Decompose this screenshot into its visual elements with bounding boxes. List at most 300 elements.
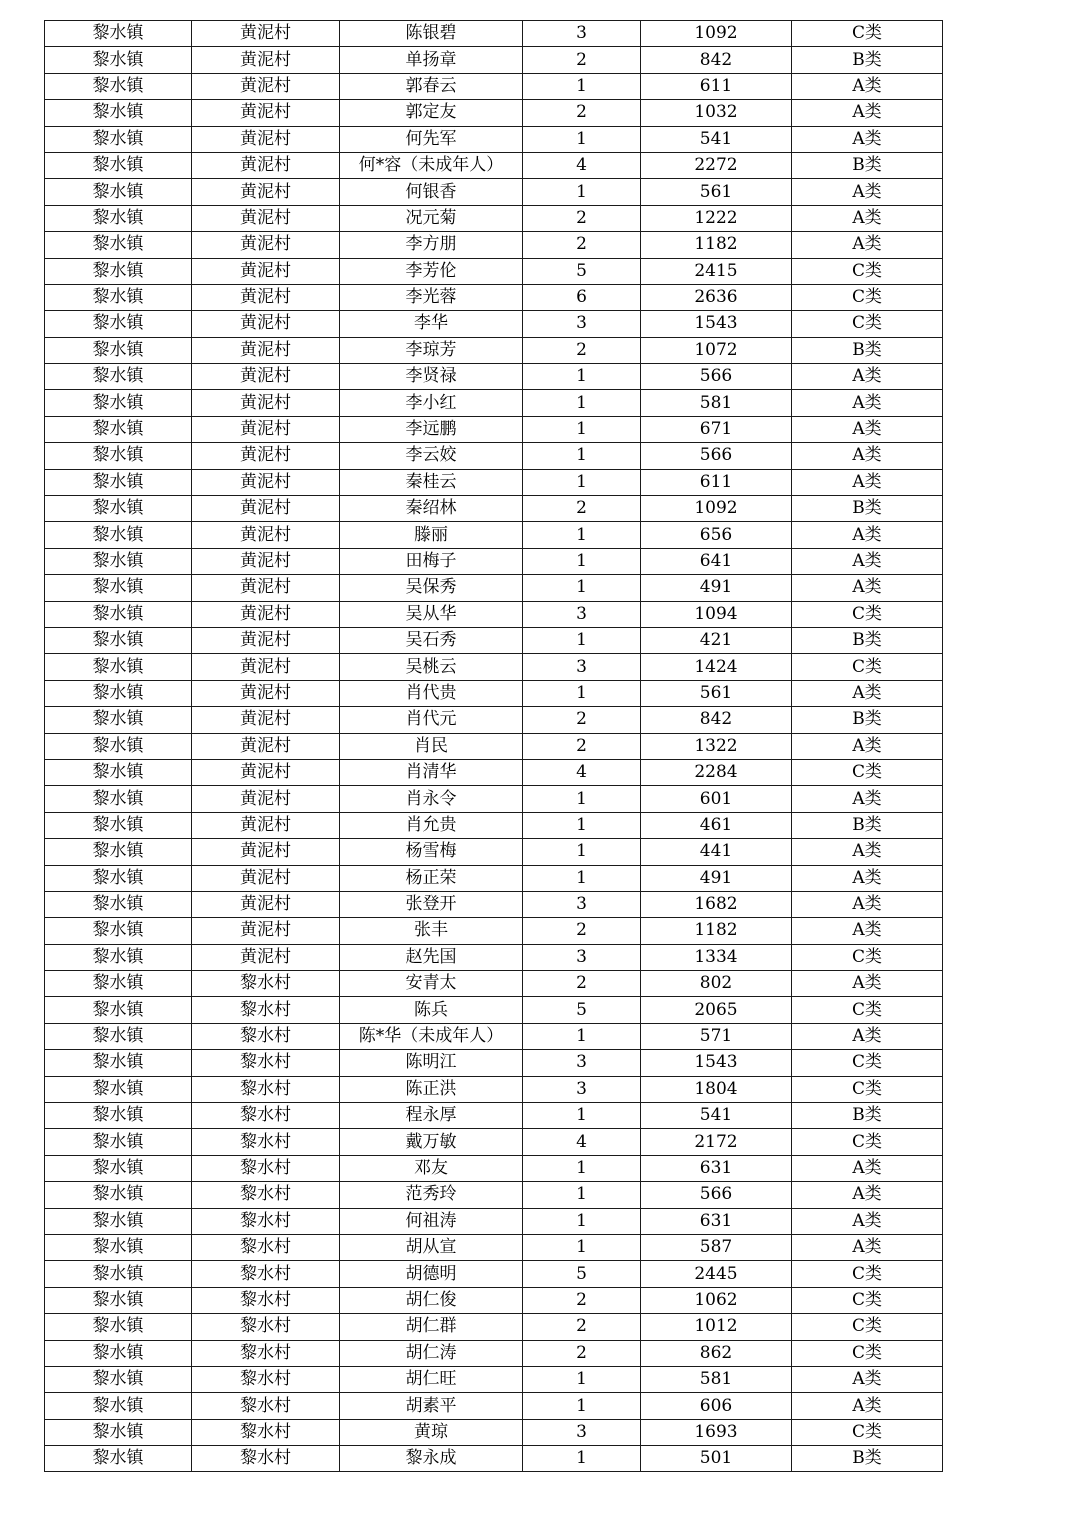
village-cell: 黄泥村 [192, 469, 340, 495]
table-row [45, 337, 943, 363]
village-cell: 黄泥村 [192, 575, 340, 601]
household-size-cell: 3 [523, 944, 641, 970]
name-cell: 陈正洪 [340, 1076, 523, 1102]
household-size-cell: 1 [523, 812, 641, 838]
category-cell: A类 [792, 416, 943, 442]
name-cell: 肖清华 [340, 759, 523, 785]
amount-cell: 1322 [641, 733, 792, 759]
village-cell: 黄泥村 [192, 100, 340, 126]
name-cell: 田梅子 [340, 548, 523, 574]
household-size-cell: 1 [523, 865, 641, 891]
category-cell: A类 [792, 865, 943, 891]
category-cell: A类 [792, 443, 943, 469]
village-cell: 黄泥村 [192, 232, 340, 258]
name-cell: 胡仁旺 [340, 1366, 523, 1392]
town-cell: 黎水镇 [45, 232, 192, 258]
name-cell: 李华 [340, 311, 523, 337]
name-cell: 胡德明 [340, 1261, 523, 1287]
household-size-cell: 3 [523, 654, 641, 680]
household-size-cell: 2 [523, 733, 641, 759]
amount-cell: 1092 [641, 496, 792, 522]
amount-cell: 491 [641, 865, 792, 891]
village-cell: 黄泥村 [192, 812, 340, 838]
village-cell: 黄泥村 [192, 865, 340, 891]
amount-cell: 1804 [641, 1076, 792, 1102]
amount-cell: 561 [641, 179, 792, 205]
household-size-cell: 5 [523, 1261, 641, 1287]
name-cell: 邓友 [340, 1155, 523, 1181]
amount-cell: 2172 [641, 1129, 792, 1155]
name-cell: 赵先国 [340, 944, 523, 970]
category-cell: A类 [792, 205, 943, 231]
village-cell: 黄泥村 [192, 443, 340, 469]
household-size-cell: 2 [523, 232, 641, 258]
table-row [45, 390, 943, 416]
table-row [45, 152, 943, 178]
category-cell: C类 [792, 1050, 943, 1076]
amount-cell: 1032 [641, 100, 792, 126]
village-cell: 黄泥村 [192, 21, 340, 47]
name-cell: 何先军 [340, 126, 523, 152]
town-cell: 黎水镇 [45, 1366, 192, 1392]
table-row [45, 522, 943, 548]
amount-cell: 842 [641, 47, 792, 73]
town-cell: 黎水镇 [45, 575, 192, 601]
town-cell: 黎水镇 [45, 997, 192, 1023]
name-cell: 李远鹏 [340, 416, 523, 442]
town-cell: 黎水镇 [45, 1446, 192, 1472]
amount-cell: 571 [641, 1023, 792, 1049]
town-cell: 黎水镇 [45, 759, 192, 785]
town-cell: 黎水镇 [45, 337, 192, 363]
amount-cell: 601 [641, 786, 792, 812]
name-cell: 肖民 [340, 733, 523, 759]
village-cell: 黎水村 [192, 1182, 340, 1208]
amount-cell: 587 [641, 1234, 792, 1260]
table-row [45, 786, 943, 812]
name-cell: 李方朋 [340, 232, 523, 258]
name-cell: 李云姣 [340, 443, 523, 469]
table-row [45, 627, 943, 653]
village-cell: 黄泥村 [192, 654, 340, 680]
table-row [45, 891, 943, 917]
town-cell: 黎水镇 [45, 1287, 192, 1313]
category-cell: B类 [792, 1446, 943, 1472]
amount-cell: 581 [641, 1366, 792, 1392]
village-cell: 黄泥村 [192, 786, 340, 812]
table-row [45, 733, 943, 759]
table-row [45, 1182, 943, 1208]
category-cell: C类 [792, 654, 943, 680]
town-cell: 黎水镇 [45, 627, 192, 653]
village-cell: 黄泥村 [192, 73, 340, 99]
table-row [45, 1023, 943, 1049]
town-cell: 黎水镇 [45, 284, 192, 310]
amount-cell: 606 [641, 1393, 792, 1419]
town-cell: 黎水镇 [45, 1103, 192, 1129]
category-cell: B类 [792, 152, 943, 178]
amount-cell: 656 [641, 522, 792, 548]
household-size-cell: 2 [523, 1314, 641, 1340]
table-row [45, 47, 943, 73]
village-cell: 黄泥村 [192, 680, 340, 706]
town-cell: 黎水镇 [45, 1023, 192, 1049]
name-cell: 陈*华（未成年人） [340, 1023, 523, 1049]
amount-cell: 566 [641, 364, 792, 390]
town-cell: 黎水镇 [45, 1393, 192, 1419]
village-cell: 黎水村 [192, 1446, 340, 1472]
name-cell: 李小红 [340, 390, 523, 416]
town-cell: 黎水镇 [45, 1076, 192, 1102]
village-cell: 黎水村 [192, 1103, 340, 1129]
household-size-cell: 2 [523, 205, 641, 231]
household-size-cell: 4 [523, 1129, 641, 1155]
amount-cell: 566 [641, 1182, 792, 1208]
amount-cell: 1182 [641, 232, 792, 258]
village-cell: 黄泥村 [192, 152, 340, 178]
name-cell: 陈明江 [340, 1050, 523, 1076]
village-cell: 黄泥村 [192, 627, 340, 653]
village-cell: 黄泥村 [192, 390, 340, 416]
household-size-cell: 1 [523, 1393, 641, 1419]
household-size-cell: 2 [523, 1287, 641, 1313]
town-cell: 黎水镇 [45, 548, 192, 574]
town-cell: 黎水镇 [45, 1261, 192, 1287]
category-cell: C类 [792, 997, 943, 1023]
amount-cell: 1094 [641, 601, 792, 627]
table-row [45, 654, 943, 680]
name-cell: 张登开 [340, 891, 523, 917]
table-row [45, 548, 943, 574]
village-cell: 黎水村 [192, 1366, 340, 1392]
town-cell: 黎水镇 [45, 786, 192, 812]
name-cell: 李琼芳 [340, 337, 523, 363]
category-cell: A类 [792, 1234, 943, 1260]
name-cell: 胡从宣 [340, 1234, 523, 1260]
table-row [45, 469, 943, 495]
household-size-cell: 1 [523, 575, 641, 601]
village-cell: 黄泥村 [192, 258, 340, 284]
name-cell: 肖代元 [340, 707, 523, 733]
town-cell: 黎水镇 [45, 891, 192, 917]
name-cell: 安青太 [340, 971, 523, 997]
village-cell: 黄泥村 [192, 496, 340, 522]
town-cell: 黎水镇 [45, 47, 192, 73]
household-size-cell: 1 [523, 1366, 641, 1392]
name-cell: 肖永令 [340, 786, 523, 812]
category-cell: C类 [792, 1340, 943, 1366]
table-row [45, 1314, 943, 1340]
amount-cell: 1543 [641, 1050, 792, 1076]
town-cell: 黎水镇 [45, 152, 192, 178]
name-cell: 胡仁群 [340, 1314, 523, 1340]
town-cell: 黎水镇 [45, 1182, 192, 1208]
table-row [45, 443, 943, 469]
amount-cell: 2415 [641, 258, 792, 284]
table-row [45, 759, 943, 785]
household-size-cell: 2 [523, 100, 641, 126]
amount-cell: 1012 [641, 1314, 792, 1340]
village-cell: 黄泥村 [192, 891, 340, 917]
name-cell: 张丰 [340, 918, 523, 944]
category-cell: A类 [792, 733, 943, 759]
household-size-cell: 1 [523, 443, 641, 469]
table-row [45, 258, 943, 284]
name-cell: 戴万敏 [340, 1129, 523, 1155]
household-size-cell: 3 [523, 891, 641, 917]
household-size-cell: 1 [523, 1234, 641, 1260]
name-cell: 吴桃云 [340, 654, 523, 680]
amount-cell: 2445 [641, 1261, 792, 1287]
name-cell: 范秀玲 [340, 1182, 523, 1208]
category-cell: A类 [792, 548, 943, 574]
village-cell: 黄泥村 [192, 337, 340, 363]
table-row [45, 1103, 943, 1129]
name-cell: 李贤禄 [340, 364, 523, 390]
category-cell: A类 [792, 73, 943, 99]
town-cell: 黎水镇 [45, 416, 192, 442]
village-cell: 黄泥村 [192, 918, 340, 944]
table-row [45, 416, 943, 442]
household-size-cell: 1 [523, 1182, 641, 1208]
table-row [45, 839, 943, 865]
category-cell: B类 [792, 47, 943, 73]
category-cell: A类 [792, 364, 943, 390]
household-size-cell: 1 [523, 1155, 641, 1181]
town-cell: 黎水镇 [45, 680, 192, 706]
amount-cell: 862 [641, 1340, 792, 1366]
household-size-cell: 1 [523, 548, 641, 574]
village-cell: 黄泥村 [192, 522, 340, 548]
household-size-cell: 1 [523, 680, 641, 706]
table-row [45, 1208, 943, 1234]
table-row [45, 73, 943, 99]
village-cell: 黄泥村 [192, 601, 340, 627]
village-cell: 黎水村 [192, 1234, 340, 1260]
category-cell: A类 [792, 839, 943, 865]
town-cell: 黎水镇 [45, 1050, 192, 1076]
household-size-cell: 1 [523, 627, 641, 653]
village-cell: 黎水村 [192, 1050, 340, 1076]
household-size-cell: 1 [523, 469, 641, 495]
data-table [44, 20, 943, 1472]
category-cell: A类 [792, 1182, 943, 1208]
category-cell: A类 [792, 390, 943, 416]
name-cell: 何祖涛 [340, 1208, 523, 1234]
amount-cell: 541 [641, 126, 792, 152]
name-cell: 陈银碧 [340, 21, 523, 47]
category-cell: C类 [792, 1129, 943, 1155]
village-cell: 黄泥村 [192, 205, 340, 231]
category-cell: C类 [792, 601, 943, 627]
town-cell: 黎水镇 [45, 944, 192, 970]
town-cell: 黎水镇 [45, 1155, 192, 1181]
name-cell: 杨正荣 [340, 865, 523, 891]
amount-cell: 1693 [641, 1419, 792, 1445]
amount-cell: 566 [641, 443, 792, 469]
category-cell: B类 [792, 627, 943, 653]
village-cell: 黎水村 [192, 1208, 340, 1234]
category-cell: A类 [792, 575, 943, 601]
household-size-cell: 1 [523, 1103, 641, 1129]
town-cell: 黎水镇 [45, 707, 192, 733]
table-row [45, 21, 943, 47]
household-size-cell: 1 [523, 73, 641, 99]
town-cell: 黎水镇 [45, 100, 192, 126]
category-cell: C类 [792, 1261, 943, 1287]
category-cell: A类 [792, 469, 943, 495]
household-size-cell: 4 [523, 152, 641, 178]
amount-cell: 611 [641, 73, 792, 99]
amount-cell: 631 [641, 1155, 792, 1181]
household-size-cell: 3 [523, 21, 641, 47]
household-size-cell: 1 [523, 179, 641, 205]
household-size-cell: 2 [523, 1340, 641, 1366]
category-cell: C类 [792, 1076, 943, 1102]
household-size-cell: 3 [523, 1419, 641, 1445]
household-size-cell: 3 [523, 311, 641, 337]
amount-cell: 561 [641, 680, 792, 706]
town-cell: 黎水镇 [45, 865, 192, 891]
name-cell: 单扬章 [340, 47, 523, 73]
table-row [45, 179, 943, 205]
name-cell: 何*容（未成年人） [340, 152, 523, 178]
town-cell: 黎水镇 [45, 469, 192, 495]
village-cell: 黄泥村 [192, 707, 340, 733]
table-body [45, 21, 943, 1472]
table-row [45, 100, 943, 126]
town-cell: 黎水镇 [45, 205, 192, 231]
table-row [45, 680, 943, 706]
category-cell: A类 [792, 522, 943, 548]
name-cell: 胡仁俊 [340, 1287, 523, 1313]
town-cell: 黎水镇 [45, 311, 192, 337]
town-cell: 黎水镇 [45, 812, 192, 838]
amount-cell: 842 [641, 707, 792, 733]
name-cell: 李光蓉 [340, 284, 523, 310]
village-cell: 黎水村 [192, 1261, 340, 1287]
name-cell: 肖代贵 [340, 680, 523, 706]
category-cell: A类 [792, 891, 943, 917]
category-cell: B类 [792, 496, 943, 522]
household-size-cell: 1 [523, 1208, 641, 1234]
town-cell: 黎水镇 [45, 364, 192, 390]
village-cell: 黄泥村 [192, 311, 340, 337]
category-cell: A类 [792, 1208, 943, 1234]
village-cell: 黎水村 [192, 1314, 340, 1340]
town-cell: 黎水镇 [45, 1129, 192, 1155]
amount-cell: 802 [641, 971, 792, 997]
category-cell: C类 [792, 944, 943, 970]
household-size-cell: 2 [523, 337, 641, 363]
amount-cell: 1543 [641, 311, 792, 337]
household-size-cell: 1 [523, 126, 641, 152]
table-row [45, 311, 943, 337]
household-size-cell: 3 [523, 601, 641, 627]
category-cell: A类 [792, 126, 943, 152]
table-row [45, 707, 943, 733]
amount-cell: 611 [641, 469, 792, 495]
household-size-cell: 1 [523, 522, 641, 548]
table-row [45, 918, 943, 944]
amount-cell: 461 [641, 812, 792, 838]
name-cell: 秦绍林 [340, 496, 523, 522]
table-row [45, 1366, 943, 1392]
category-cell: C类 [792, 1287, 943, 1313]
household-size-cell: 2 [523, 971, 641, 997]
name-cell: 陈兵 [340, 997, 523, 1023]
table-row [45, 364, 943, 390]
household-size-cell: 1 [523, 416, 641, 442]
table-row [45, 1050, 943, 1076]
village-cell: 黎水村 [192, 1023, 340, 1049]
category-cell: A类 [792, 786, 943, 812]
village-cell: 黄泥村 [192, 733, 340, 759]
table-row [45, 1287, 943, 1313]
village-cell: 黎水村 [192, 1393, 340, 1419]
amount-cell: 581 [641, 390, 792, 416]
table-row [45, 1155, 943, 1181]
name-cell: 吴从华 [340, 601, 523, 627]
town-cell: 黎水镇 [45, 258, 192, 284]
village-cell: 黎水村 [192, 1155, 340, 1181]
town-cell: 黎水镇 [45, 971, 192, 997]
amount-cell: 1682 [641, 891, 792, 917]
amount-cell: 491 [641, 575, 792, 601]
name-cell: 郭定友 [340, 100, 523, 126]
category-cell: A类 [792, 971, 943, 997]
village-cell: 黄泥村 [192, 759, 340, 785]
household-size-cell: 1 [523, 839, 641, 865]
town-cell: 黎水镇 [45, 601, 192, 627]
name-cell: 吴石秀 [340, 627, 523, 653]
amount-cell: 641 [641, 548, 792, 574]
amount-cell: 631 [641, 1208, 792, 1234]
name-cell: 滕丽 [340, 522, 523, 548]
category-cell: C类 [792, 284, 943, 310]
village-cell: 黎水村 [192, 971, 340, 997]
name-cell: 程永厚 [340, 1103, 523, 1129]
town-cell: 黎水镇 [45, 496, 192, 522]
category-cell: A类 [792, 1393, 943, 1419]
amount-cell: 2636 [641, 284, 792, 310]
table-row [45, 1393, 943, 1419]
household-size-cell: 5 [523, 258, 641, 284]
category-cell: C类 [792, 1419, 943, 1445]
table-row [45, 601, 943, 627]
category-cell: B类 [792, 337, 943, 363]
town-cell: 黎水镇 [45, 390, 192, 416]
household-size-cell: 3 [523, 1076, 641, 1102]
town-cell: 黎水镇 [45, 522, 192, 548]
village-cell: 黎水村 [192, 1129, 340, 1155]
village-cell: 黄泥村 [192, 179, 340, 205]
household-size-cell: 3 [523, 1050, 641, 1076]
town-cell: 黎水镇 [45, 1419, 192, 1445]
amount-cell: 1424 [641, 654, 792, 680]
amount-cell: 2065 [641, 997, 792, 1023]
category-cell: A类 [792, 232, 943, 258]
amount-cell: 441 [641, 839, 792, 865]
town-cell: 黎水镇 [45, 733, 192, 759]
table-row [45, 1340, 943, 1366]
amount-cell: 2272 [641, 152, 792, 178]
table-row [45, 232, 943, 258]
category-cell: C类 [792, 311, 943, 337]
village-cell: 黄泥村 [192, 944, 340, 970]
table-row [45, 1261, 943, 1287]
household-size-cell: 1 [523, 390, 641, 416]
